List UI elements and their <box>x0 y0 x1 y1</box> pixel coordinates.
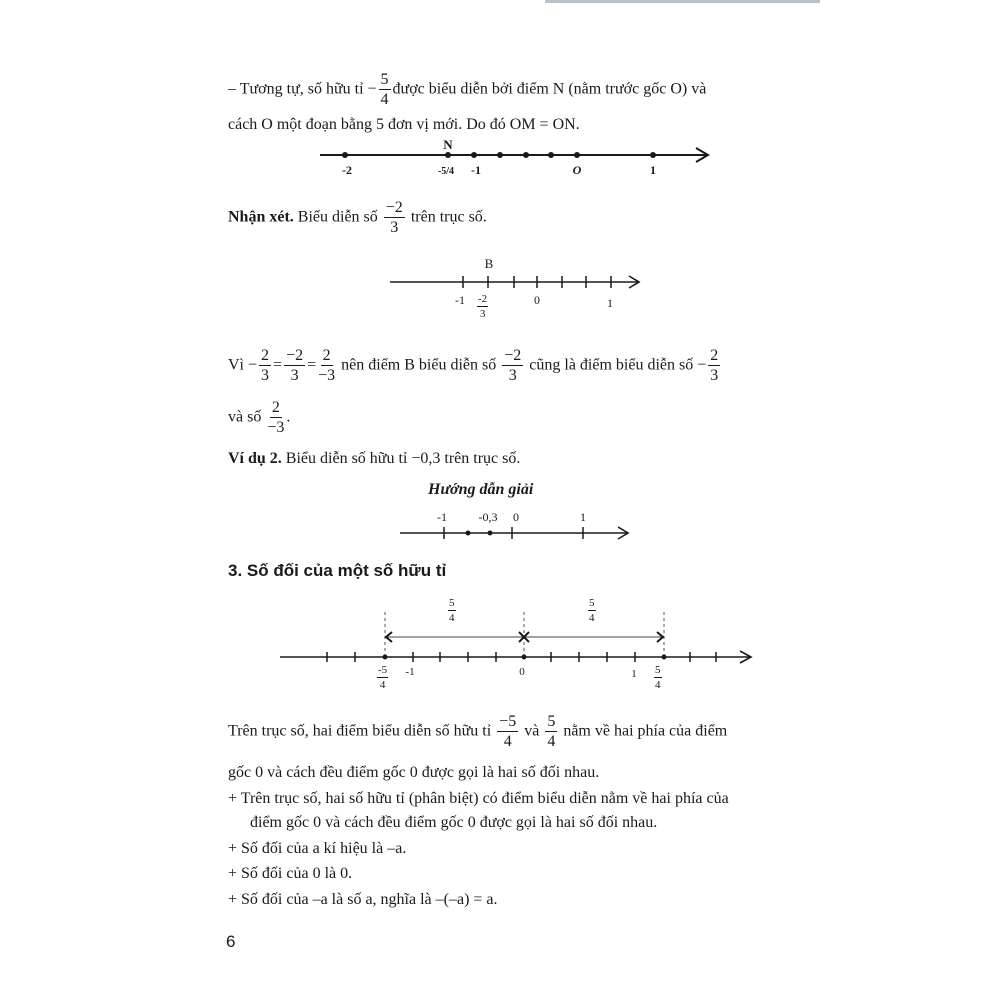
tick-label: -1 <box>455 293 465 307</box>
numerator: 5 <box>547 713 556 730</box>
tick-label: -0,3 <box>478 510 498 524</box>
section-heading: 3. Số đối của một số hữu tỉ <box>228 561 447 580</box>
example-title: Ví dụ 2. <box>228 450 282 467</box>
point <box>383 655 388 660</box>
bullet-4: + Số đối của –a là số a, nghĩa là –(–a) = a. <box>228 891 498 908</box>
tick-label: 1 <box>607 296 613 310</box>
denominator: 4 <box>547 733 556 750</box>
tick-label: -1 <box>405 666 415 678</box>
tick-label: -2 <box>342 163 352 177</box>
text: và <box>524 722 540 740</box>
tick-label: -1 <box>471 163 481 177</box>
denominator: 3 <box>261 367 270 384</box>
tick-label-fraction <box>377 665 388 691</box>
denominator: 3 <box>710 367 719 384</box>
denominator: 3 <box>390 219 399 236</box>
fraction <box>545 714 557 750</box>
bullet-2: + Số đối của a kí hiệu là –a. <box>228 840 407 857</box>
text: nằm về hai phía của điểm <box>563 722 728 740</box>
numerator: 5 <box>589 597 595 609</box>
denominator: 4 <box>655 679 661 691</box>
text: nên điểm B biểu diễn số <box>341 356 497 374</box>
distance-label <box>448 598 456 624</box>
numerator: −2 <box>504 347 522 364</box>
numerator: −5 <box>499 713 517 730</box>
tick-label: 1 <box>650 163 656 177</box>
text: Trên trục số, hai điểm biểu diễn số hữu tỉ <box>228 722 492 740</box>
tick-label: 0 <box>513 510 519 524</box>
denominator: 4 <box>589 612 595 624</box>
page-number: 6 <box>226 932 236 951</box>
bullet-1-line-1: + Trên trục số, hai số hữu tỉ (phân biệt) có điểm biểu diễn nằm về hai phía của <box>228 790 729 807</box>
denominator: 4 <box>380 91 389 108</box>
denominator: −3 <box>318 367 336 384</box>
equals: = <box>273 356 283 374</box>
text: Vì − <box>228 356 258 374</box>
numerator: 5 <box>380 71 389 88</box>
denominator: 3 <box>479 308 486 320</box>
numerator: 5 <box>449 597 455 609</box>
numerator: 2 <box>261 347 270 364</box>
text: và số <box>228 408 262 426</box>
denominator: 4 <box>379 679 386 691</box>
definition-line-1 <box>228 714 727 750</box>
text: Biểu diễn số <box>297 208 378 226</box>
remark-title: Nhận xét. <box>228 208 294 226</box>
text: Biểu diễn số hữu tỉ −0,3 trên trục số. <box>285 450 521 467</box>
text: trên trục số. <box>410 208 487 226</box>
tick-label: 0 <box>519 666 525 678</box>
tick-label: O <box>572 163 582 177</box>
dashed-guides <box>385 612 664 657</box>
tick-label: -5/4 <box>437 166 455 177</box>
numerator: 2 <box>271 399 280 416</box>
point <box>522 655 527 660</box>
fraction <box>497 714 518 750</box>
denominator: 3 <box>508 367 517 384</box>
numerator: −2 <box>286 347 304 364</box>
point-label-n: N <box>443 137 453 152</box>
numerator: −2 <box>385 199 403 216</box>
paragraph-1-line-2: cách O một đoạn bằng 5 đơn vị mới. Do đó OM = ON. <box>228 116 580 133</box>
point-label-b: B <box>484 256 494 271</box>
bullet-3: + Số đối của 0 là 0. <box>228 865 353 882</box>
numerator: -5 <box>378 664 388 676</box>
tick-label: 1 <box>631 668 637 680</box>
numerator: -2 <box>478 293 488 305</box>
equals: = <box>307 356 317 374</box>
denominator: −3 <box>267 419 285 436</box>
tick-label: 1 <box>580 510 586 524</box>
text: được biểu diễn bởi điểm N (nằm trước gốc O) và <box>392 80 707 98</box>
bullet-1-line-2: điểm gốc 0 và cách đều điểm gốc 0 được gọi là hai số đối nhau. <box>250 814 658 831</box>
numerator: 2 <box>322 347 331 364</box>
tick-label: -1 <box>437 510 447 524</box>
numerator: 2 <box>710 347 719 364</box>
text: . <box>286 408 291 426</box>
tick-label: 0 <box>534 293 540 307</box>
denominator: 3 <box>290 367 299 384</box>
text: cũng là điểm biểu diễn số − <box>529 356 707 374</box>
denominator: 4 <box>503 733 512 750</box>
solution-title: Hướng dẫn giải <box>428 481 534 498</box>
numerator: 5 <box>655 664 661 676</box>
point <box>662 655 667 660</box>
definition-line-2: gốc 0 và cách đều điểm gốc 0 được gọi là hai số đối nhau. <box>228 764 600 781</box>
tick-label-fraction <box>654 665 662 691</box>
distance-label <box>588 598 596 624</box>
denominator: 4 <box>449 612 455 624</box>
text: – Tương tự, số hữu tỉ − <box>228 80 377 98</box>
